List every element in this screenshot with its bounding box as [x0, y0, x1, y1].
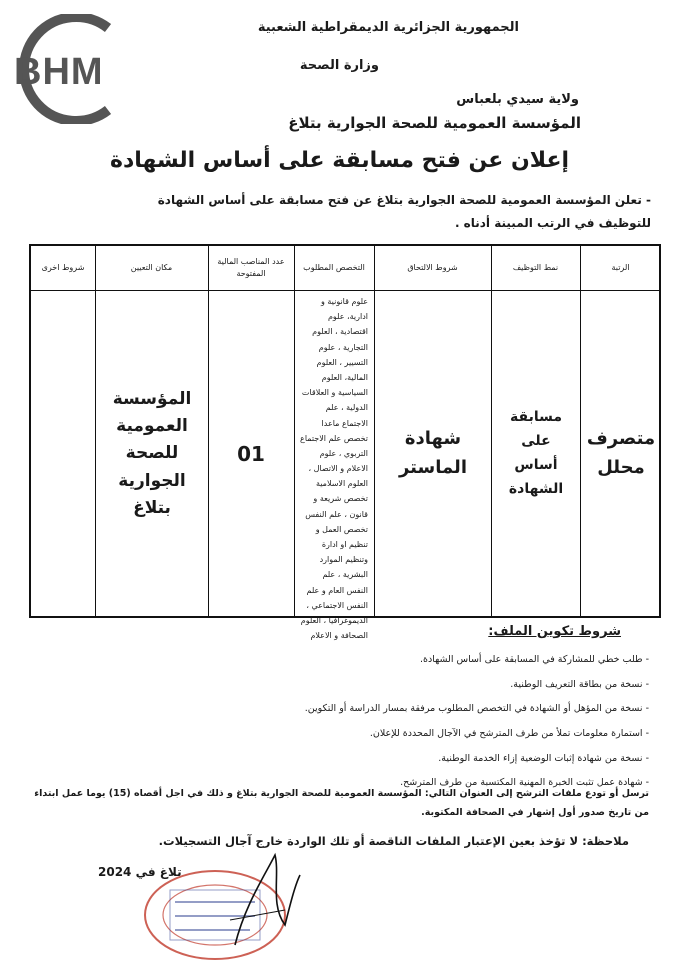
cell-access: شهادة الماستر	[398, 428, 467, 478]
th-positions: عدد المناصب المالية المفتوحة	[217, 257, 285, 278]
th-other: شروط اخرى	[41, 263, 85, 272]
ministry-header: وزارة الصحة	[299, 58, 379, 73]
list-item: - شهادة عمل تثبت الخبرة المهنية المكتسبة من طرف المترشح.	[49, 771, 649, 796]
cell-other	[31, 292, 95, 616]
list-item: - نسخة من المؤهل أو الشهادة في التخصص المطلوب مرفقة بمسار الدراسة أو التكوين.	[49, 697, 649, 722]
col-divider	[580, 246, 581, 616]
cell-specialty: علوم قانونية و ادارية، علوم اقتصادية ، العلوم التجارية ، علوم التسيير ، العلوم المالية، العلوم السياسية و العلاقات الدولية ، علم الاجتماع ماعدا تخصص علم الاجتماع التربوي ، علوم الاعلام و الاتصال ، العلوم الاسلامية تخصص شريعة و قانون ، علم النفس تخصص العمل و تنظيم او ادارة وتنظيم الموارد البشرية ، علم النفس العام و علم النفس الاجتماعي ، الديموغرافيا ، العلوم الصحافة و الاعلام	[300, 297, 368, 641]
signature-date: تلاغ في 2024	[98, 865, 182, 879]
cell-mode: مسابقة على أساس الشهادة	[508, 409, 564, 497]
cell-positions: 01	[237, 442, 265, 466]
list-item: - طلب خطي للمشاركة في المسابقة على أساس الشهادة.	[49, 648, 649, 673]
republic-header: الجمهورية الجزائرية الديمقراطية الشعبية	[257, 20, 519, 35]
wilaya-header: ولاية سيدي بلعباس	[456, 92, 579, 107]
announcement-title: إعلان عن فتح مسابقة على أساس الشهادة	[109, 148, 570, 173]
logo-text: BHM	[14, 51, 104, 93]
cell-location: المؤسسة العمومية للصحة الجوارية بتلاغ	[112, 389, 192, 518]
th-location: مكان التعيين	[130, 263, 173, 272]
th-specialty: التخصص المطلوب	[303, 263, 365, 272]
list-item: - نسخة من بطاقة التعريف الوطنية.	[49, 673, 649, 698]
list-item: - نسخة من شهادة إثبات الوضعية إزاء الخدمة الوطنية.	[49, 747, 649, 772]
th-access: شروط الالتحاق	[407, 263, 458, 272]
signature	[225, 845, 305, 955]
col-divider	[95, 246, 96, 616]
submission-text: ترسل أو تودع ملفات الترشح إلى العنوان التالي: المؤسسة العمومية للصحة الجوارية بتلاغ و ذلك في اجل أقصاه (15) يوما عمل ابتداء من تاريخ صدور أول إشهار في الصحافة المكتوبة.	[34, 788, 649, 818]
conditions-list	[49, 648, 649, 796]
intro-line-2: للتوظيف في الرتب المبينة أدناه .	[454, 216, 651, 230]
establishment-header: المؤسسة العمومية للصحة الجوارية بتلاغ	[288, 114, 581, 132]
th-mode: نمط التوظيف	[512, 263, 559, 272]
th-grade: الرتبة	[611, 263, 630, 272]
bhm-logo	[10, 14, 140, 124]
cell-grade: متصرف محلل	[586, 428, 656, 478]
conditions-title: شروط تكوين الملف:	[488, 624, 621, 639]
note-text: ملاحظة: لا تؤخذ بعين الإعتبار الملفات الناقصة أو تلك الواردة خارج آجال التسجيلات.	[158, 834, 629, 848]
col-divider	[374, 246, 375, 616]
intro-line-1: - تعلن المؤسسة العمومية للصحة الجوارية بتلاغ عن فتح مسابقة على أساس الشهادة	[157, 193, 651, 207]
col-divider	[491, 246, 492, 616]
list-item: - استمارة معلومات تملأ من طرف المترشح في الآجال المحددة للإعلان.	[49, 722, 649, 747]
